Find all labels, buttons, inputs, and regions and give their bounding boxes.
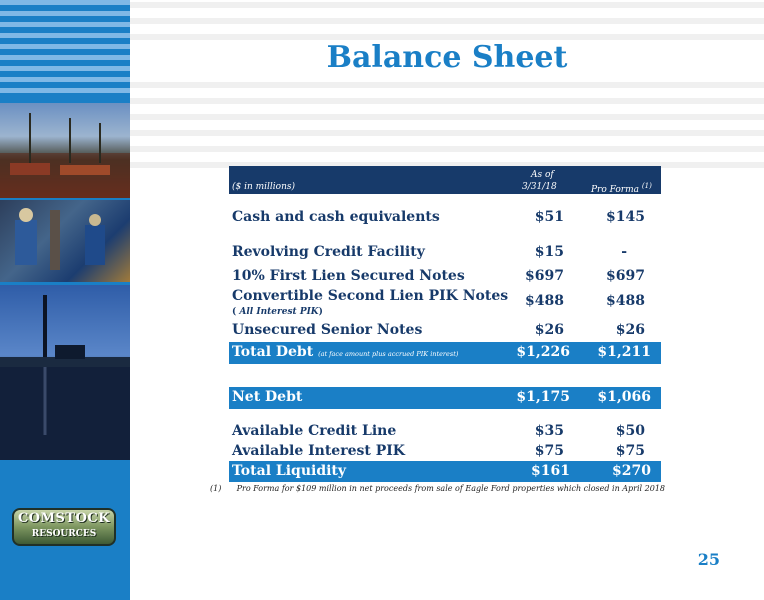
net-debt-row xyxy=(229,387,661,409)
total-debt-pro-forma: $1,211 xyxy=(597,344,651,360)
row-label: Available Interest PIK xyxy=(232,443,405,459)
pro-forma-value: $75 xyxy=(615,443,645,459)
net-debt-asof: $1,175 xyxy=(516,389,570,405)
as-of-value: $15 xyxy=(534,244,564,260)
as-of-value: $35 xyxy=(534,423,564,439)
photo-rig-workers xyxy=(0,200,130,282)
left-stripe-decoration xyxy=(0,0,130,100)
pro-forma-value: $697 xyxy=(606,268,645,284)
row-sublabel: ( All Interest PIK) xyxy=(232,307,323,317)
pro-forma-value: - xyxy=(621,244,627,260)
total-liquidity-row xyxy=(229,461,661,482)
table-header xyxy=(229,166,661,194)
pro-forma-value: $145 xyxy=(606,209,645,225)
total-debt-label: Total Debt (at face amount plus accrued PIK interest) xyxy=(232,344,459,360)
units-label: ($ in millions) xyxy=(232,182,296,192)
net-debt-label: Net Debt xyxy=(232,389,303,405)
pro-forma-value: $50 xyxy=(615,423,645,439)
logo-line2: RESOURCES xyxy=(31,529,97,539)
footnote: (1) Pro Forma for $109 million in net proceeds from sale of Eagle Ford properties which closed in April 2018 xyxy=(210,484,666,493)
row-label: Convertible Second Lien PIK Notes xyxy=(232,288,509,304)
as-of-value: $75 xyxy=(534,443,564,459)
company-logo xyxy=(12,508,116,546)
pro-forma-value: $26 xyxy=(615,322,645,338)
photo-drilling-site xyxy=(0,103,130,198)
total-debt-row xyxy=(229,342,661,364)
row-label: Revolving Credit Facility xyxy=(232,244,425,260)
pro-forma-value: $488 xyxy=(606,293,645,309)
row-label: 10% First Lien Secured Notes xyxy=(232,268,465,284)
background-stripes xyxy=(130,0,764,175)
as-of-value: $51 xyxy=(534,209,564,225)
row-label: Available Credit Line xyxy=(232,423,397,439)
page-title: Balance Sheet xyxy=(326,40,568,75)
logo-line1: COMSTOCK xyxy=(17,511,111,526)
as-of-value: $488 xyxy=(525,293,564,309)
as-of-label: As of xyxy=(531,170,554,180)
row-label: Unsecured Senior Notes xyxy=(232,322,423,338)
page-number: 25 xyxy=(697,550,720,569)
as-of-value: $26 xyxy=(534,322,564,338)
net-debt-pro-forma: $1,066 xyxy=(597,389,651,405)
row-label: Cash and cash equivalents xyxy=(232,209,440,225)
total-liquidity-asof: $161 xyxy=(531,463,570,479)
photo-rig-reflection xyxy=(0,285,130,460)
total-liquidity-label: Total Liquidity xyxy=(232,463,347,479)
as-of-date: 3/31/18 xyxy=(522,182,557,192)
total-liquidity-pro-forma: $270 xyxy=(612,463,651,479)
pro-forma-header: Pro Forma $^{(1)}$ xyxy=(591,182,652,195)
as-of-value: $697 xyxy=(525,268,564,284)
total-debt-asof: $1,226 xyxy=(516,344,570,360)
